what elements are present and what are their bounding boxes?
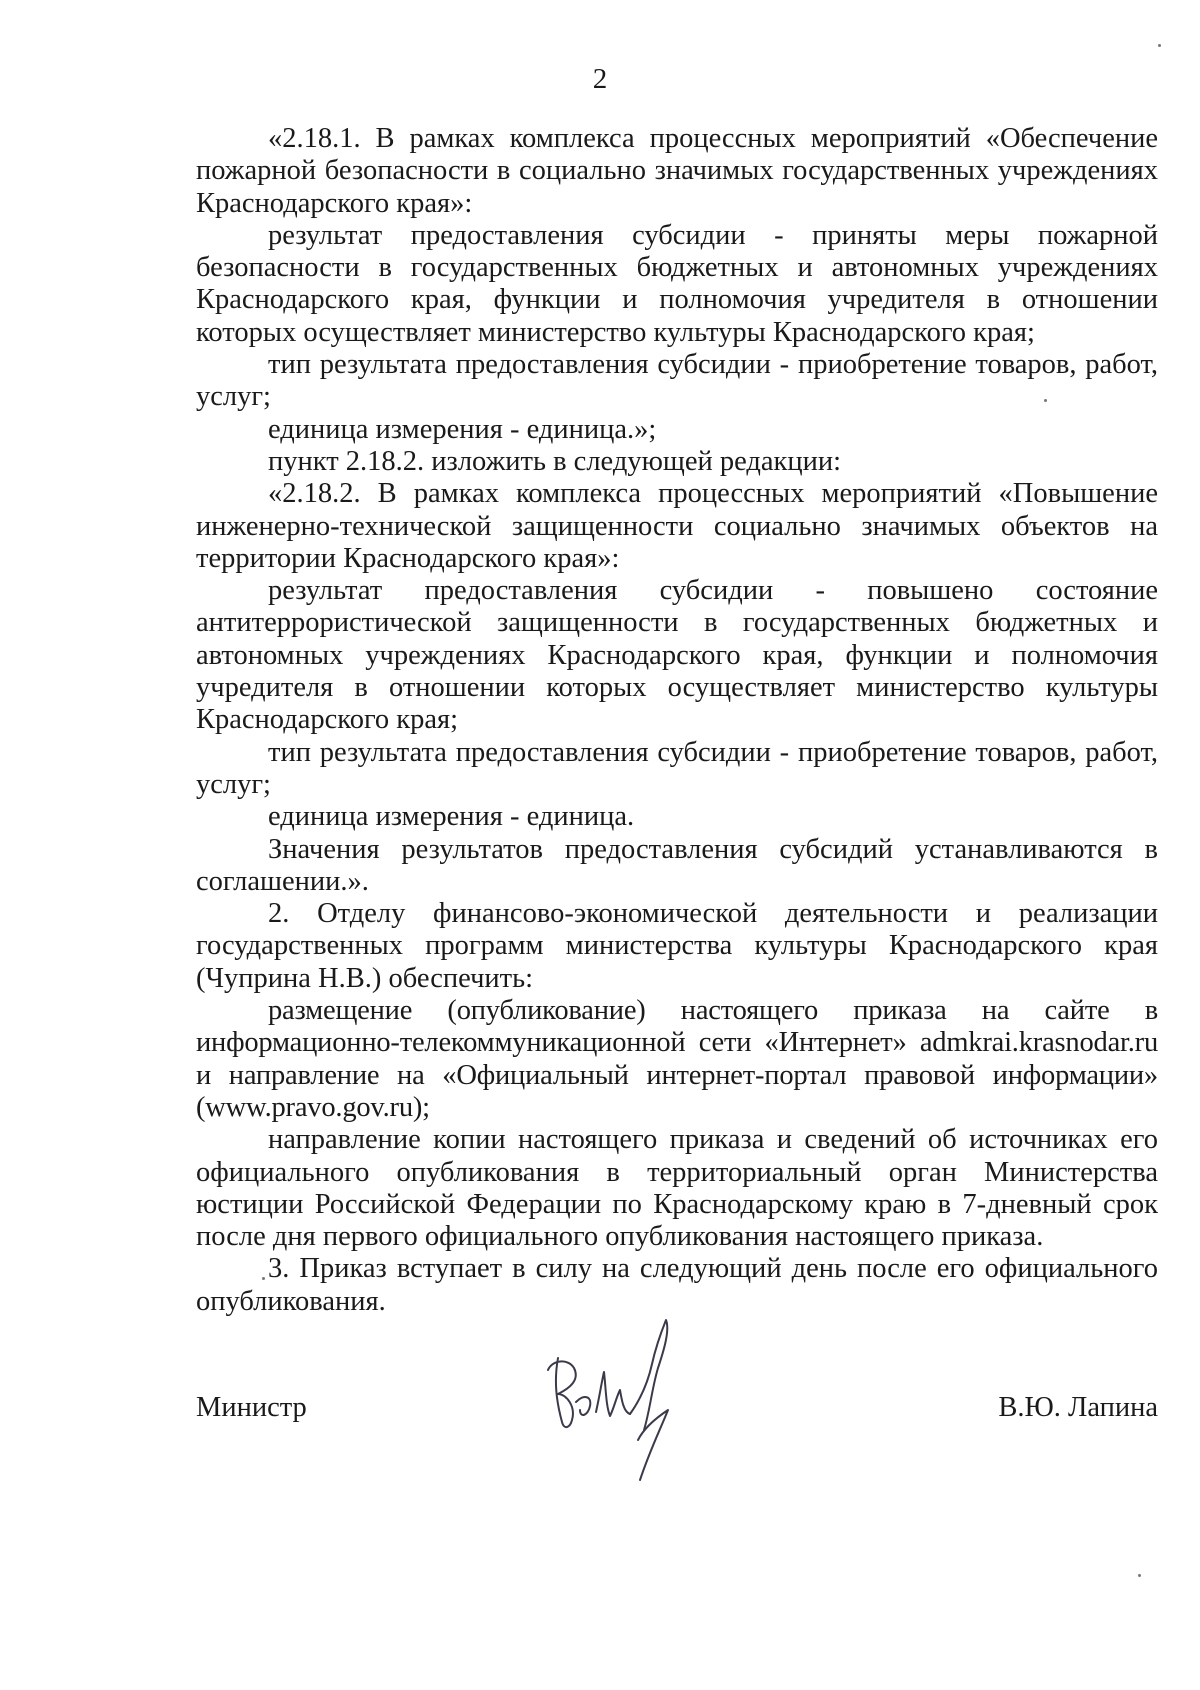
paragraph-subsidy-result-1: результат предоставления субсидии - приняты меры пожарной безопасности в государственных бюджетных и автономных учреждениях Краснодарского края, функции и полномочия учредителя в отношении которых осуществляет министерство культуры Краснодарского края; [196,219,1158,348]
paragraph-item-2: 2. Отделу финансово-экономической деятельности и реализации государственных программ министерства культуры Краснодарского края (Чуприна Н.В.) обеспечить: [196,898,1158,994]
paragraph-publication: размещение (опубликование) настоящего приказа на сайте в информационно-телекоммуникационной сети «Интернет» admkrai.krasnodar.ru и направление на «Официальный интернет-портал правовой информации» (www.pravo.gov.ru); [196,995,1158,1123]
paragraph-2-18-1-heading: «2.18.1. В рамках комплекса процессных мероприятий «Обеспечение пожарной безопасности в социально значимых государственных учреждениях Краснодарского края»: [196,123,1158,219]
document-body [196,123,1158,1318]
paragraph-item-3: 3. Приказ вступает в силу на следующий день после его официального опубликования. [196,1253,1158,1317]
scan-speck [1138,1574,1141,1577]
signatory-name: В.Ю. Лапина [998,1392,1158,1423]
paragraph-copy-submission: направление копии настоящего приказа и сведений об источниках его официального опубликования в территориальный орган Министерства юстиции Российской Федерации по Краснодарскому краю в 7-дневный срок после дня первого официального опубликования настоящего приказа. [196,1124,1158,1253]
scan-speck [262,1277,265,1280]
scan-speck [1158,44,1161,47]
paragraph-unit-1: единица измерения - единица.»; [268,413,657,445]
signature-block [196,1390,1158,1430]
signatory-title: Министр [196,1392,307,1423]
paragraph-result-type-1: тип результата предоставления субсидии - приобретение товаров, работ, услуг; [196,349,1158,413]
paragraph-unit-2: единица измерения - единица. [268,801,635,833]
paragraph-2-18-2-heading: «2.18.2. В рамках комплекса процессных мероприятий «Повышение инженерно-технической защищенности социально значимых объектов на территории Краснодарского края»: [196,478,1158,574]
paragraph-subsidy-result-2: результат предоставления субсидии - повышено состояние антитеррористической защищенности в государственных бюджетных и автономных учреждениях Краснодарского края, функции и полномочия учредителя в отношении которых осуществляет министерство культуры Краснодарского края; [196,575,1158,736]
paragraph-result-values: Значения результатов предоставления субсидий устанавливаются в соглашении.». [196,833,1158,897]
paragraph-result-type-2: тип результата предоставления субсидии - приобретение товаров, работ, услуг; [196,736,1158,800]
page-number: 2 [592,63,608,95]
scan-speck [1044,399,1047,402]
paragraph-amend-2-18-2: пункт 2.18.2. изложить в следующей редакции: [268,445,842,477]
